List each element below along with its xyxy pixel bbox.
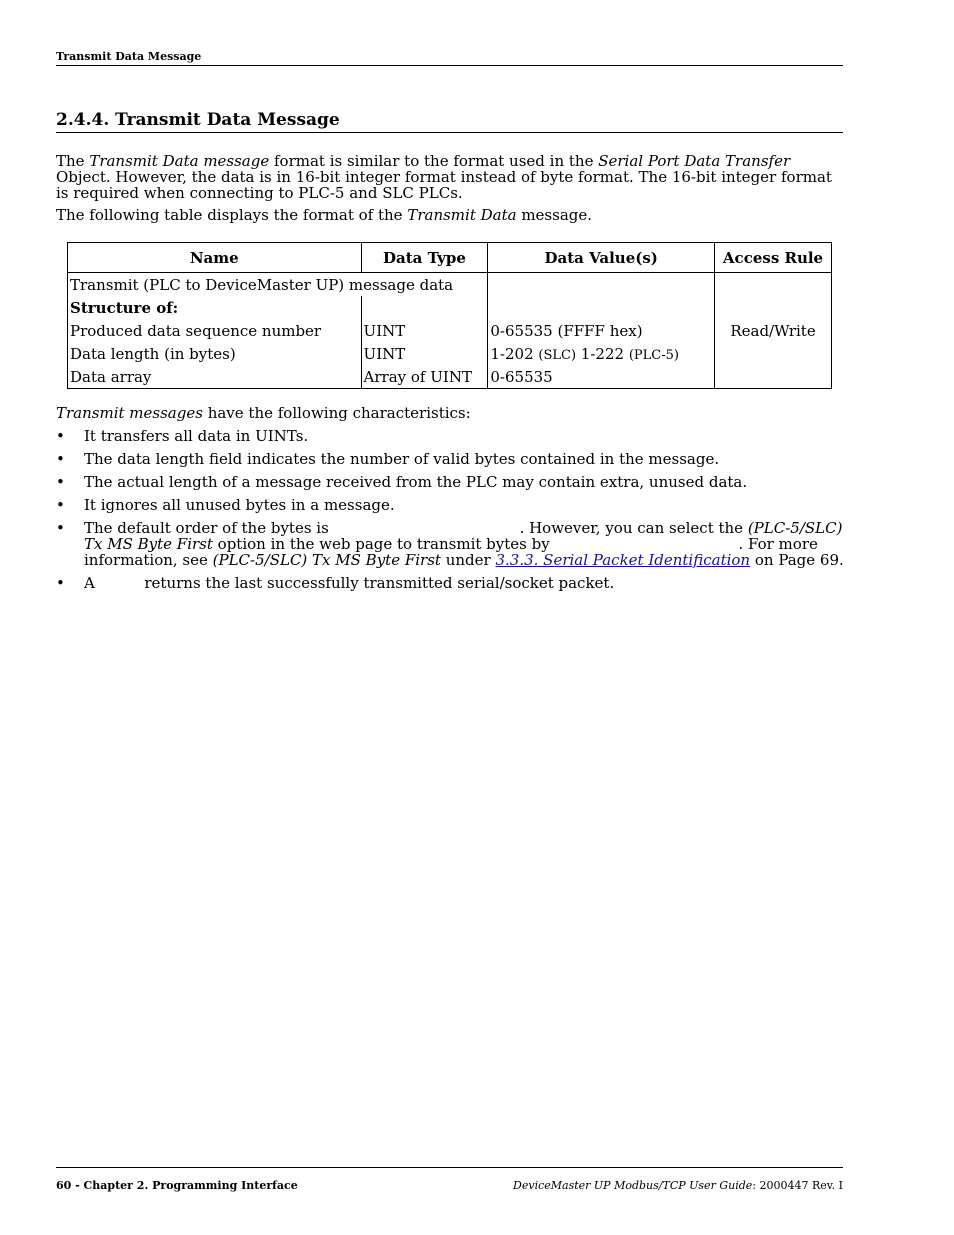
bullet-icon: • [56,574,65,592]
bullet-icon: • [56,496,65,514]
cell-name: Produced data sequence number [68,319,362,342]
structure-label: Structure of: [68,296,362,319]
footer-divider [56,1167,843,1168]
intro-paragraph: The Transmit Data message format is similar to the format used in the Serial Port Data Transfer Object. However, the data is in 16-bit integer format instead of byte format. The 16-bit integer format is required when connecting to PLC-5 and SLC PLCs. [56,152,832,202]
header-data-type: Data Type [361,243,488,273]
bullet-icon: • [56,473,65,491]
cell-value: 0-65535 [488,365,715,389]
cell-name: Data array [68,365,362,389]
footer-document-title: DeviceMaster UP Modbus/TCP User Guide: 2000447 Rev. I [513,1179,843,1192]
cell-name: Data length (in bytes) [68,342,362,365]
table-header-row [68,243,832,273]
list-item: • A returns the last successfully transmitted serial/socket packet. [56,574,615,592]
serial-packet-identification-link[interactable]: 3.3.3. Serial Packet Identification [495,551,751,569]
section-title: 2.4.4. Transmit Data Message [56,110,843,133]
characteristics-intro: Transmit messages have the following characteristics: [56,404,471,422]
header-data-values: Data Value(s) [488,243,715,273]
header-access-rule: Access Rule [715,243,832,273]
list-item: • It transfers all data in UINTs. [56,427,309,445]
bullet-icon: • [56,427,65,445]
cell-value: 0-65535 (FFFF hex) [488,319,715,342]
cell-value: 1-202 (SLC) 1-222 (PLC-5) [488,342,715,365]
running-header: Transmit Data Message [56,50,843,66]
table-intro-paragraph: The following table displays the format of the Transmit Data message. [56,206,593,224]
footer-page-chapter: 60 - Chapter 2. Programming Interface [56,1179,298,1192]
header-name: Name [68,243,362,273]
cell-type: Array of UINT [361,365,488,389]
row-description: Transmit (PLC to DeviceMaster UP) message data [68,273,488,297]
list-item: • The data length field indicates the number of valid bytes contained in the message. [56,450,720,468]
bullet-icon: • [56,450,65,468]
list-item: • The default order of the bytes is . However, you can select the (PLC-5/SLC) Tx MS Byte First option in the web page to transmit bytes by . For more information, see (PLC-5/SLC) Tx MS Byte First under 3.3.3. Serial Packet Identification on Page 69. [56,519,844,569]
table-row [68,273,832,297]
bullet-icon: • [56,519,65,537]
list-item: • The actual length of a message received from the PLC may contain extra, unused data. [56,473,748,491]
access-rule-cell: Read/Write [715,273,832,389]
transmit-data-format-table [67,242,832,389]
list-item: • It ignores all unused bytes in a message. [56,496,395,514]
characteristics-list [56,428,846,598]
cell-type: UINT [361,342,488,365]
cell-type: UINT [361,319,488,342]
